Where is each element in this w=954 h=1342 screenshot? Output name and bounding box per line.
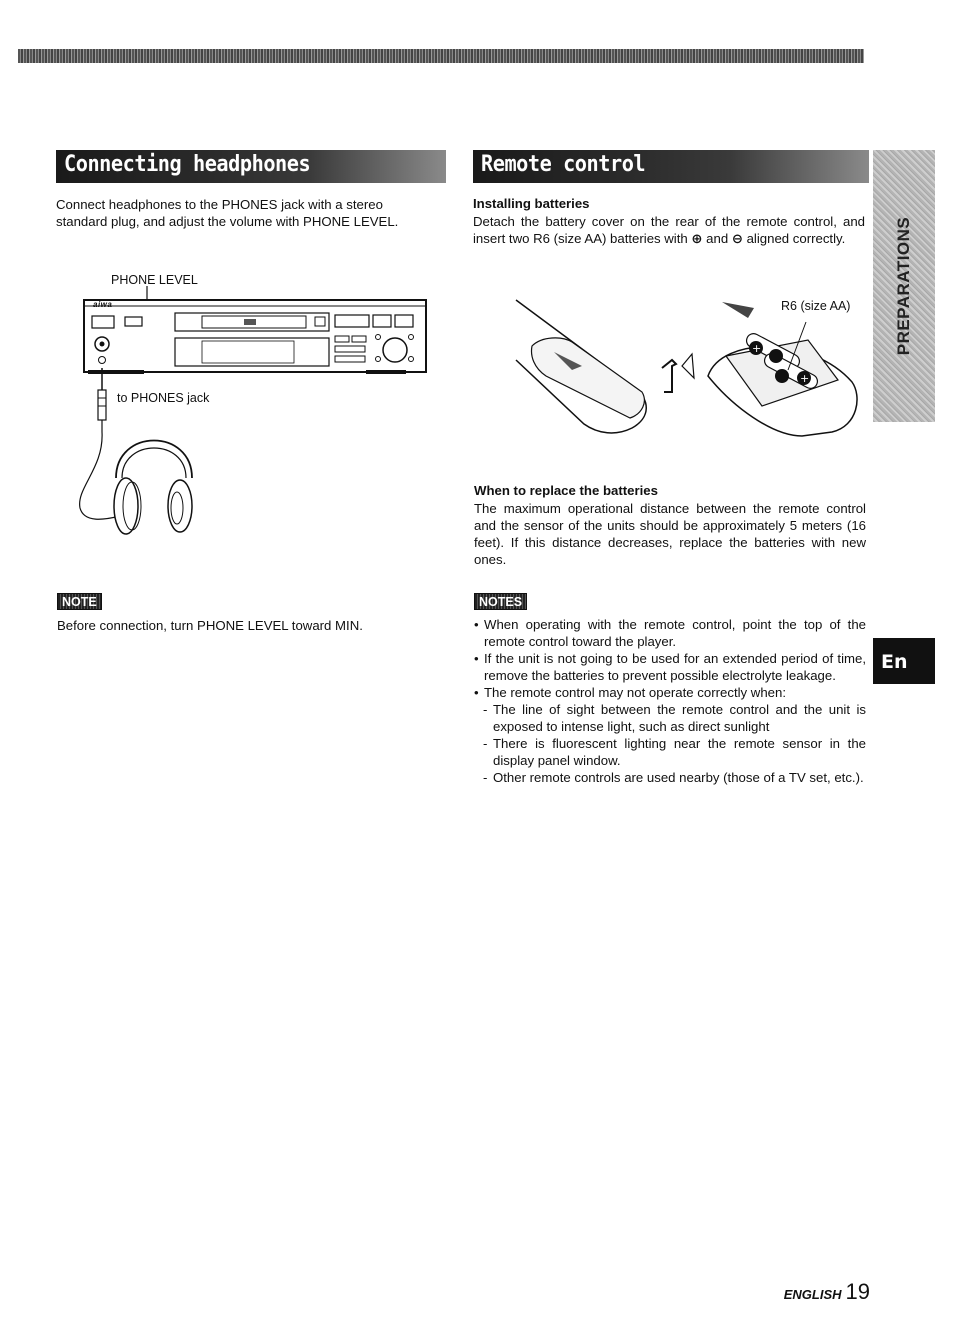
- section-title: Connecting headphones: [64, 152, 311, 177]
- list-item: • If the unit is not going to be used for an extended period of time, remove the batteries to prevent possible electrolyte leakage.: [474, 651, 866, 683]
- sub-notes-list: [484, 701, 866, 786]
- notes-badge: NOTES: [474, 593, 527, 610]
- list-item: • The remote control may not operate correctly when: - The line of sight between the remote control and the unit is exposed to intense light, such as direct sunlight - There is fluorescent lighting near the remote sensor in the display panel window. - Other remote controls are used nearby (those of a TV set, etc.).: [474, 685, 866, 785]
- note-text: Before connection, turn PHONE LEVEL toward MIN.: [57, 618, 363, 633]
- brand-logo: aiwa: [93, 300, 113, 309]
- installing-batteries-heading: Installing batteries: [473, 196, 590, 211]
- installing-text-part2: aligned correctly.: [746, 231, 846, 246]
- note-badge: NOTE: [57, 593, 102, 610]
- connecting-headphones-banner: [56, 150, 446, 183]
- battery-size-label: R6 (size AA): [781, 299, 851, 313]
- svg-text:+: +: [752, 342, 762, 355]
- sub-list-item: - The line of sight between the remote control and the unit is exposed to intense light, such as direct sunlight: [483, 702, 866, 734]
- top-decorative-bar: [18, 49, 864, 63]
- sub-list-item: - Other remote controls are used nearby (those of a TV set, etc.).: [483, 770, 864, 785]
- list-item: • When operating with the remote control, point the top of the remote control toward the player.: [474, 617, 866, 649]
- side-tab-label: PREPARATIONS: [894, 216, 913, 356]
- sub-list-item: - There is fluorescent lighting near the remote sensor in the display panel window.: [483, 736, 866, 768]
- phones-jack-label: to PHONES jack: [117, 391, 210, 405]
- installing-batteries-text: [473, 213, 865, 247]
- replace-batteries-text: The maximum operational distance between the remote control and the sensor of the units should be approximately 5 meters (16 feet). If this distance decreases, replace the batteries with new ones.: [474, 501, 866, 567]
- headphones-intro-text: Connect headphones to the PHONES jack with a stereo standard plug, and adjust the volume with PHONE LEVEL.: [56, 197, 399, 229]
- section-title: Remote control: [481, 152, 646, 177]
- phone-level-label: PHONE LEVEL: [111, 273, 198, 287]
- remote-control-banner: [473, 150, 869, 183]
- language-tab: [873, 638, 935, 684]
- page-footer: [784, 1279, 870, 1305]
- plus-symbol: ⊕: [691, 231, 703, 246]
- installing-text-and: and: [706, 231, 729, 246]
- language-tab-label: En: [881, 651, 908, 673]
- notes-list: [474, 616, 866, 786]
- footer-language: ENGLISH: [783, 1287, 842, 1302]
- replace-batteries-heading: When to replace the batteries: [474, 483, 658, 498]
- preparations-side-tab: [873, 150, 935, 422]
- page-number: 19: [845, 1279, 870, 1304]
- installing-text-part1: Detach the battery cover on the rear of the remote control, and insert two R6 (size AA) batteries with: [473, 214, 865, 246]
- remote-battery-illustration: [512, 296, 862, 446]
- minus-symbol: ⊖: [731, 231, 743, 246]
- svg-text:+: +: [800, 372, 810, 385]
